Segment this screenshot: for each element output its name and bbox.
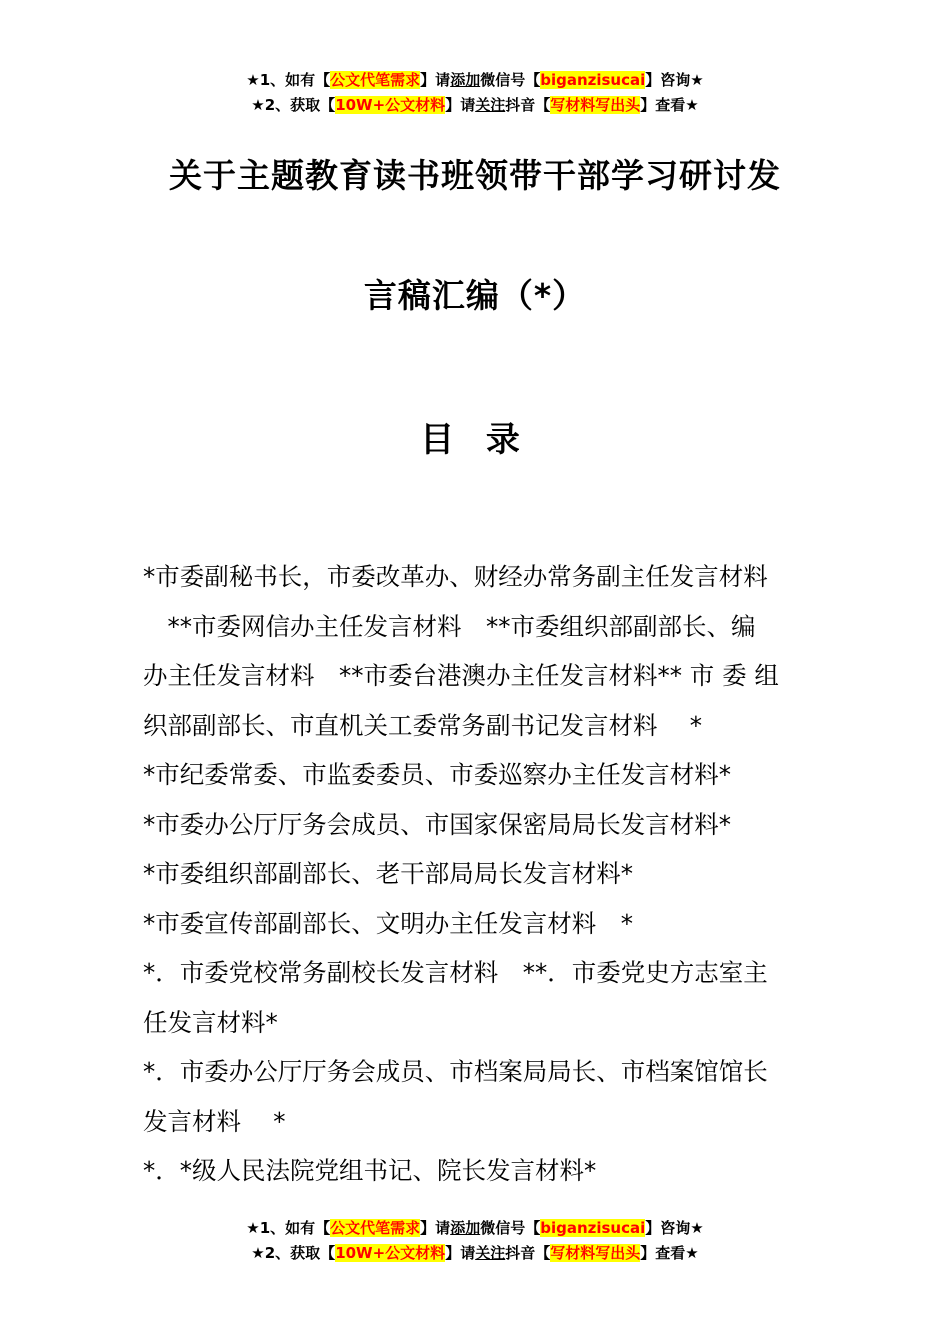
banner-text: 】咨询★ bbox=[645, 1219, 704, 1237]
banner-line-2 bbox=[0, 93, 950, 118]
document-title-line-2: 言稿汇编（*） bbox=[363, 276, 587, 315]
banner-text: 】请 bbox=[420, 1219, 451, 1237]
top-banner bbox=[0, 68, 950, 118]
banner-underline: 添加 bbox=[450, 1219, 481, 1237]
banner-text: 】咨询★ bbox=[645, 71, 704, 89]
banner-highlight: 10W+公文材料 bbox=[335, 96, 446, 114]
toc-line: 办主任发言材料 **市委台港澳办主任发言材料** 市 委 组 bbox=[143, 661, 779, 690]
banner-highlight: 写材料写出头 bbox=[550, 96, 641, 114]
banner-line-2 bbox=[0, 1241, 950, 1266]
banner-highlight: 写材料写出头 bbox=[550, 1244, 641, 1262]
banner-text: 】查看★ bbox=[640, 1244, 699, 1262]
banner-text: ★2、获取【 bbox=[251, 96, 336, 114]
banner-text: ★1、如有【 bbox=[246, 71, 331, 89]
banner-text: 微信号【 bbox=[480, 1219, 541, 1237]
banner-text: ★1、如有【 bbox=[246, 1219, 331, 1237]
toc-line: *市委宣传部副部长、文明办主任发言材料 * bbox=[143, 908, 633, 938]
banner-text: 】请 bbox=[445, 1244, 476, 1262]
banner-highlight: biganzisucai bbox=[540, 1219, 646, 1237]
toc-line: **市委网信办主任发言材料 **市委组织部副部长、编 bbox=[143, 611, 756, 641]
document-title-line-1: 关于主题教育读书班领带干部学习研讨发 bbox=[169, 156, 781, 195]
toc-line: *市委组织部副部长、老干部局局长发言材料* bbox=[143, 859, 633, 888]
banner-text: 抖音【 bbox=[505, 96, 551, 114]
banner-underline: 添加 bbox=[450, 71, 481, 89]
banner-highlight: 公文代笔需求 bbox=[330, 1219, 421, 1237]
banner-text: 抖音【 bbox=[505, 1244, 551, 1262]
toc-line: 发言材料 * bbox=[143, 1106, 286, 1136]
table-of-contents bbox=[143, 552, 808, 1196]
banner-text: 】查看★ bbox=[640, 96, 699, 114]
banner-highlight: 公文代笔需求 bbox=[330, 71, 421, 89]
banner-underline: 关注 bbox=[475, 96, 506, 114]
toc-line: *市委办公厅厅务会成员、市国家保密局局长发言材料* bbox=[143, 809, 731, 839]
banner-line-1 bbox=[0, 1216, 950, 1241]
toc-line: *．市委办公厅厅务会成员、市档案局局长、市档案馆馆长 bbox=[143, 1057, 768, 1086]
banner-highlight: 10W+公文材料 bbox=[335, 1244, 446, 1262]
toc-line: *市纪委常委、市监委委员、市委巡察办主任发言材料* bbox=[143, 760, 731, 789]
toc-line: 任发言材料* bbox=[143, 1007, 278, 1037]
bottom-banner bbox=[0, 1216, 950, 1266]
toc-line: *．*级人民法院党组书记、院长发言材料* bbox=[143, 1156, 597, 1185]
banner-highlight: biganzisucai bbox=[540, 71, 646, 89]
banner-text: 】请 bbox=[420, 71, 451, 89]
banner-line-1 bbox=[0, 68, 950, 93]
banner-text: 微信号【 bbox=[480, 71, 541, 89]
banner-text: 】请 bbox=[445, 96, 476, 114]
toc-heading: 目 录 bbox=[420, 420, 530, 460]
toc-line: *．市委党校常务副校长发言材料 **．市委党史方志室主 bbox=[143, 958, 768, 987]
banner-text: ★2、获取【 bbox=[251, 1244, 336, 1262]
banner-underline: 关注 bbox=[475, 1244, 506, 1262]
toc-line: 织部副部长、市直机关工委常务副书记发言材料 * bbox=[143, 710, 703, 740]
toc-line: *市委副秘书长，市委改革办、财经办常务副主任发言材料 bbox=[143, 562, 768, 591]
